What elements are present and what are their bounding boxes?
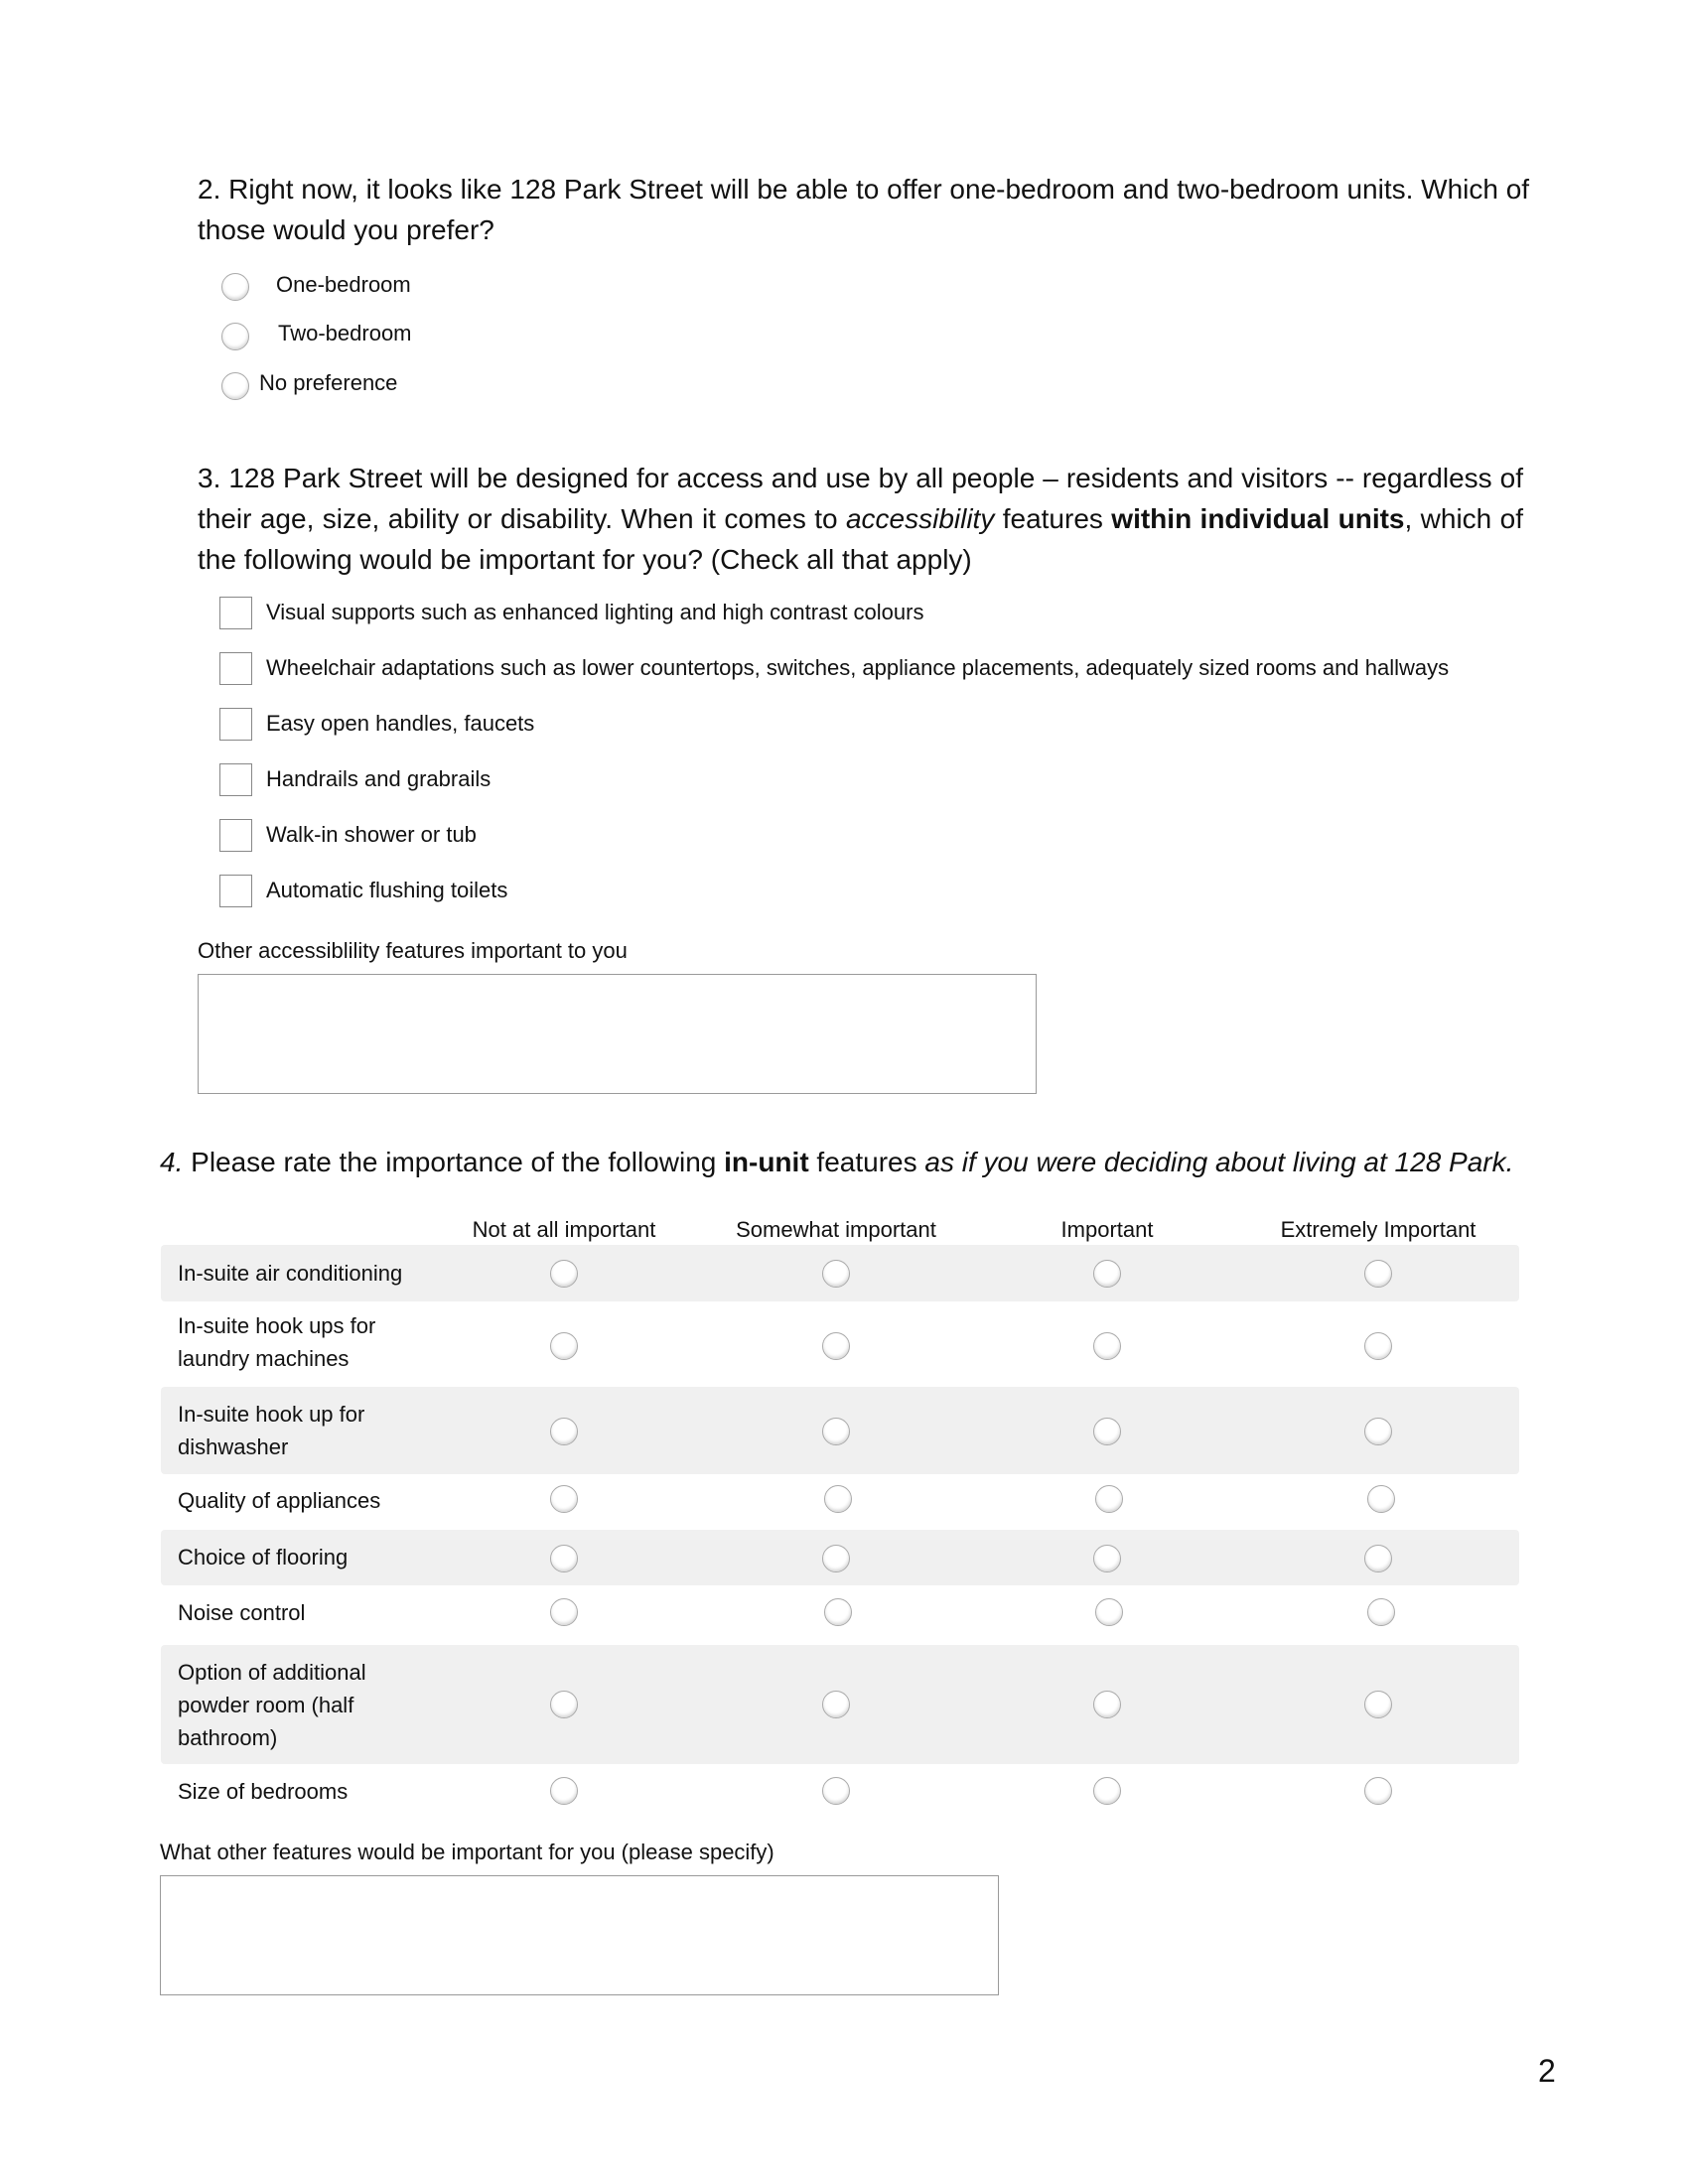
question-4-italic: as if you were deciding about living at 128 Park. bbox=[924, 1147, 1514, 1177]
checkbox-visual-supports[interactable] bbox=[219, 597, 252, 629]
question-4-text-b: features bbox=[808, 1147, 925, 1177]
row-label-air-conditioning: In-suite air conditioning bbox=[178, 1261, 403, 1286]
rating-radio-air-conditioning-not-important[interactable] bbox=[550, 1260, 578, 1288]
rating-radio-bedroom-size-not-important[interactable] bbox=[550, 1777, 578, 1805]
question-3-text-part2: features bbox=[994, 503, 1112, 534]
row-label-dishwasher: In-suite hook up for dishwasher bbox=[178, 1402, 365, 1459]
radio-one-bedroom[interactable] bbox=[221, 273, 249, 301]
checkbox-wheelchair-adaptations[interactable] bbox=[219, 652, 252, 685]
checkbox-wheelchair-adaptations-label: Wheelchair adaptations such as lower countertops, switches, appliance placements, adequately sized rooms and hallways bbox=[266, 655, 1450, 680]
row-label-noise-control: Noise control bbox=[178, 1600, 306, 1625]
other-features-textbox[interactable] bbox=[160, 1875, 999, 1995]
checkbox-walk-in-shower[interactable] bbox=[219, 819, 252, 852]
row-label-powder-room: Option of additional powder room (half bathroom) bbox=[178, 1660, 366, 1750]
column-header-extremely-important: Extremely Important bbox=[1280, 1217, 1477, 1242]
option-two-bedroom-label: Two-bedroom bbox=[278, 321, 412, 345]
checkbox-easy-open-handles-label: Easy open handles, faucets bbox=[266, 711, 535, 736]
rating-radio-powder-room-important[interactable] bbox=[1093, 1691, 1121, 1718]
question-3-text-part3: , which of the following would be important for you? (Check all that apply) bbox=[198, 503, 1523, 575]
row-label-appliances: Quality of appliances bbox=[178, 1488, 381, 1513]
rating-radio-powder-room-somewhat[interactable] bbox=[822, 1691, 850, 1718]
rating-radio-appliances-somewhat[interactable] bbox=[824, 1485, 852, 1513]
rating-radio-laundry-somewhat[interactable] bbox=[822, 1332, 850, 1360]
other-accessibility-label: Other accessiblility features important to you bbox=[198, 938, 628, 963]
rating-radio-flooring-important[interactable] bbox=[1093, 1545, 1121, 1572]
checkbox-handrails-label: Handrails and grabrails bbox=[266, 766, 492, 791]
question-2-text: 2. Right now, it looks like 128 Park Street will be able to offer one-bedroom and two-bedroom units. Which of those would you prefer? bbox=[198, 174, 1530, 245]
question-4-text-a: Please rate the importance of the following bbox=[183, 1147, 725, 1177]
row-label-flooring: Choice of flooring bbox=[178, 1545, 349, 1570]
rating-radio-air-conditioning-extremely[interactable] bbox=[1364, 1260, 1392, 1288]
row-label-laundry-hookups: In-suite hook ups for laundry machines bbox=[178, 1313, 376, 1371]
column-header-important: Important bbox=[1060, 1217, 1154, 1242]
rating-radio-laundry-extremely[interactable] bbox=[1364, 1332, 1392, 1360]
page-number: 2 bbox=[1538, 2053, 1556, 2089]
rating-radio-laundry-not-important[interactable] bbox=[550, 1332, 578, 1360]
rating-radio-air-conditioning-somewhat[interactable] bbox=[822, 1260, 850, 1288]
question-3-bold: within individual units bbox=[1111, 503, 1405, 534]
question-3-italic: accessibility bbox=[845, 503, 995, 534]
rating-radio-dishwasher-not-important[interactable] bbox=[550, 1418, 578, 1445]
rating-radio-flooring-extremely[interactable] bbox=[1364, 1545, 1392, 1572]
rating-radio-bedroom-size-important[interactable] bbox=[1093, 1777, 1121, 1805]
rating-radio-bedroom-size-somewhat[interactable] bbox=[822, 1777, 850, 1805]
rating-radio-powder-room-extremely[interactable] bbox=[1364, 1691, 1392, 1718]
option-no-preference-label: No preference bbox=[259, 370, 398, 395]
rating-radio-appliances-extremely[interactable] bbox=[1367, 1485, 1395, 1513]
rating-radio-noise-somewhat[interactable] bbox=[824, 1598, 852, 1626]
row-label-bedroom-size: Size of bedrooms bbox=[178, 1779, 349, 1804]
checkbox-visual-supports-label: Visual supports such as enhanced lighting and high contrast colours bbox=[266, 600, 924, 624]
rating-radio-noise-important[interactable] bbox=[1095, 1598, 1123, 1626]
question-4-bold: in-unit bbox=[724, 1147, 809, 1177]
column-header-not-important: Not at all important bbox=[472, 1217, 656, 1242]
column-header-somewhat-important: Somewhat important bbox=[736, 1217, 936, 1242]
rating-radio-dishwasher-extremely[interactable] bbox=[1364, 1418, 1392, 1445]
checkbox-walk-in-shower-label: Walk-in shower or tub bbox=[266, 822, 477, 847]
rating-radio-laundry-important[interactable] bbox=[1093, 1332, 1121, 1360]
rating-radio-dishwasher-somewhat[interactable] bbox=[822, 1418, 850, 1445]
other-features-label: What other features would be important for you (please specify) bbox=[160, 1840, 774, 1864]
rating-radio-flooring-not-important[interactable] bbox=[550, 1545, 578, 1572]
rating-radio-appliances-not-important[interactable] bbox=[550, 1485, 578, 1513]
rating-radio-noise-extremely[interactable] bbox=[1367, 1598, 1395, 1626]
question-3-text-part1: 3. 128 Park Street will be designed for access and use by all people – residents and visitors -- regardless of their age, size, ability or disability. When it comes to bbox=[198, 463, 1523, 534]
question-4-text bbox=[160, 1142, 1550, 1182]
question-3-text bbox=[198, 458, 1523, 580]
rating-radio-dishwasher-important[interactable] bbox=[1093, 1418, 1121, 1445]
checkbox-handrails[interactable] bbox=[219, 763, 252, 796]
checkbox-automatic-toilets-label: Automatic flushing toilets bbox=[266, 878, 508, 902]
rating-radio-appliances-important[interactable] bbox=[1095, 1485, 1123, 1513]
question-4-number: 4. bbox=[160, 1147, 184, 1177]
checkbox-easy-open-handles[interactable] bbox=[219, 708, 252, 741]
radio-two-bedroom[interactable] bbox=[221, 323, 249, 350]
rating-radio-bedroom-size-extremely[interactable] bbox=[1364, 1777, 1392, 1805]
rating-radio-flooring-somewhat[interactable] bbox=[822, 1545, 850, 1572]
checkbox-automatic-toilets[interactable] bbox=[219, 875, 252, 907]
other-accessibility-textbox[interactable] bbox=[198, 974, 1037, 1094]
rating-radio-noise-not-important[interactable] bbox=[550, 1598, 578, 1626]
rating-radio-air-conditioning-important[interactable] bbox=[1093, 1260, 1121, 1288]
rating-radio-powder-room-not-important[interactable] bbox=[550, 1691, 578, 1718]
radio-no-preference[interactable] bbox=[221, 372, 249, 400]
option-one-bedroom-label: One-bedroom bbox=[276, 272, 411, 297]
